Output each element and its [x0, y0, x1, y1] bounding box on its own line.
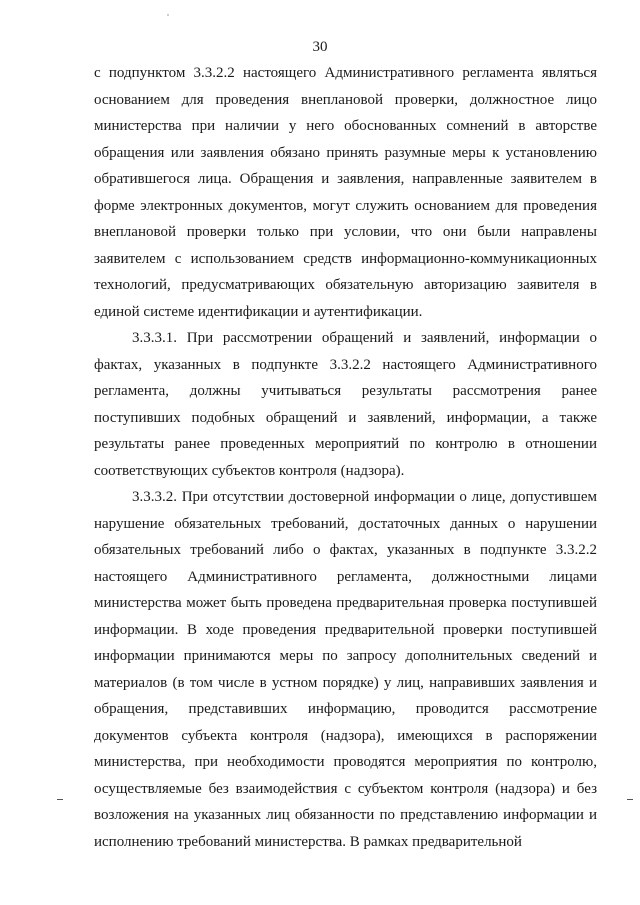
document-body — [94, 60, 597, 855]
paragraph-3-3-3-1: 3.3.3.1. При рассмотрении обращений и заявлений, информации о фактах, указанных в подпункте 3.3.2.2 настоящего Административного регламента, должны учитываться результаты рассмотрения ранее поступивших подобных обращений и заявлений, информации, а также результаты ранее проведенных мероприятий по контролю в отношении соответствующих субъектов контроля (надзора). — [94, 330, 597, 479]
page-number: 30 — [312, 39, 328, 55]
paragraph-3-3-3-2: 3.3.3.2. При отсутствии достоверной информации о лице, допустившем нарушение обязательных требований, достаточных данных о нарушении обязательных требований либо о фактах, указанных в подпункте 3.3.2.2 настоящего Административного регламента, должностными лицами министерства может быть проведена предварительная проверка поступившей информации. В ходе проведения предварительной проверки поступившей информации принимаются меры по запросу дополнительных сведений и материалов (в том числе в устном порядке) у лиц, направивших заявления и обращения, представивших информацию, проводится рассмотрение документов субъекта контроля (надзора), имеющихся в распоряжении министерства, при необходимости проводятся мероприятия по контролю, осуществляемые без взаимодействия с субъектом контроля (надзора) и без возложения на указанных лиц обязанности по представлению информации и исполнению требований министерства. В рамках предварительной — [94, 489, 597, 850]
left-margin-mark — [57, 799, 63, 800]
scan-artifact — [167, 14, 169, 16]
paragraph-continuation: с подпунктом 3.3.2.2 настоящего Административного регламента являться основанием для проведения внеплановой проверки, должностное лицо министерства при наличии у него обоснованных сомнений в авторстве обращения или заявления обязано принять разумные меры к установлению обратившегося лица. Обращения и заявления, направленные заявителем в форме электронных документов, могут служить основанием для проведения внеплановой проверки только при условии, что они были направлены заявителем с использованием средств информационно-коммуникационных технологий, предусматривающих обязательную авторизацию заявителя в единой системе идентификации и аутентификации. — [94, 65, 597, 320]
right-margin-mark — [627, 799, 633, 800]
